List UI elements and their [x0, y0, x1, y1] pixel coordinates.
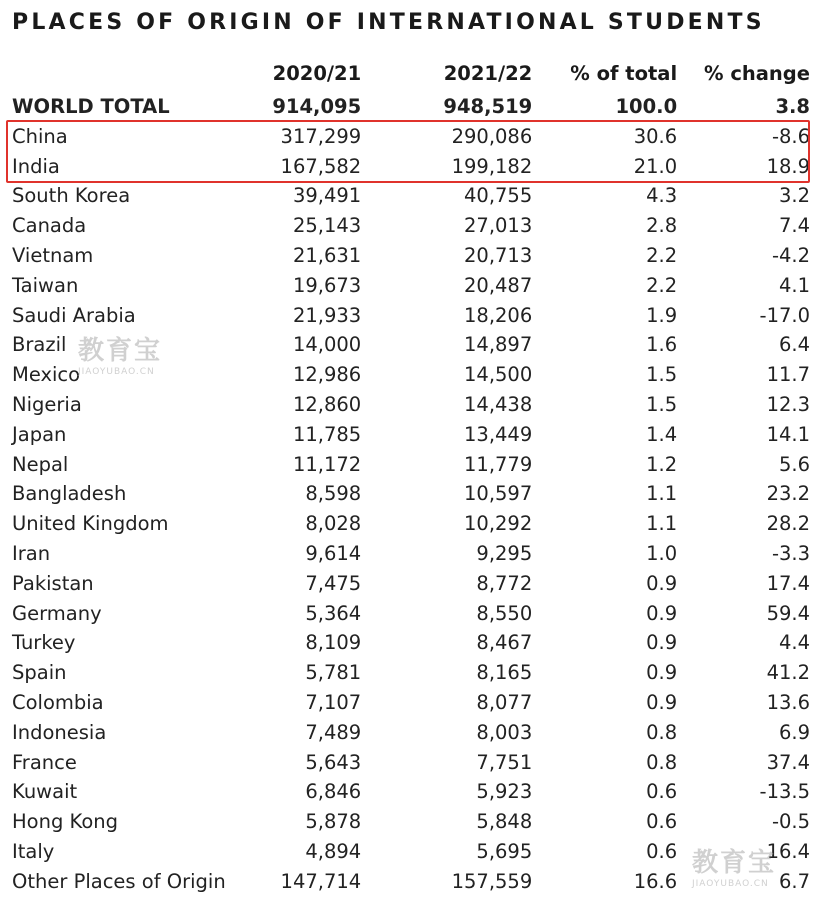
row-name: Canada	[12, 214, 87, 238]
cell-pct-change: 23.2	[766, 482, 810, 506]
table-row	[12, 181, 810, 211]
table-row	[12, 867, 810, 897]
table-row	[12, 122, 810, 152]
cell-pct-total: 21.0	[633, 154, 678, 178]
row-name: Mexico	[12, 363, 81, 387]
row-name: Turkey	[12, 631, 76, 655]
watermark: 教育宝 JIAOYUBAO.CN	[692, 848, 777, 889]
cell-pct-change: -3.3	[771, 541, 810, 565]
cell-pct-total: 0.6	[646, 810, 678, 834]
cell-2020-21: 5,878	[305, 810, 362, 834]
cell-2021-22: 20,713	[464, 243, 533, 267]
cell-pct-total: 2.2	[646, 243, 678, 267]
cell-pct-total: 1.4	[646, 422, 678, 446]
cell-2020-21: 6,846	[305, 780, 362, 804]
cell-pct-change: -0.5	[771, 810, 810, 834]
total-2020-21: 914,095	[272, 95, 362, 118]
cell-pct-total: 0.9	[646, 601, 678, 625]
table-row	[12, 241, 810, 271]
cell-pct-total: 1.5	[646, 363, 678, 387]
cell-2020-21: 5,364	[305, 601, 362, 625]
cell-2020-21: 21,631	[292, 243, 362, 267]
cell-pct-change: 6.9	[778, 720, 810, 744]
cell-2020-21: 8,109	[305, 631, 362, 655]
cell-pct-change: 5.6	[778, 452, 810, 476]
cell-2020-21: 8,598	[305, 482, 362, 506]
row-name: Japan	[12, 422, 67, 446]
table-row	[12, 390, 810, 420]
row-name: Taiwan	[12, 273, 79, 297]
row-name: South Korea	[12, 184, 131, 208]
cell-2020-21: 12,986	[292, 363, 362, 387]
cell-2020-21: 11,785	[292, 422, 362, 446]
cell-2021-22: 10,597	[464, 482, 533, 506]
cell-pct-total: 0.8	[646, 750, 678, 774]
cell-2020-21: 167,582	[280, 154, 362, 178]
cell-pct-change: 4.1	[778, 273, 810, 297]
total-2021-22: 948,519	[443, 95, 533, 118]
table-row	[12, 777, 810, 807]
row-name: Vietnam	[12, 243, 94, 267]
cell-2021-22: 9,295	[476, 541, 533, 565]
table-row	[12, 688, 810, 718]
cell-pct-change: -8.6	[771, 124, 810, 148]
cell-2020-21: 19,673	[292, 273, 362, 297]
row-name: Kuwait	[12, 780, 78, 804]
row-name: China	[12, 124, 68, 148]
row-name: Germany	[12, 601, 102, 625]
row-name: Indonesia	[12, 720, 107, 744]
cell-pct-change: -17.0	[759, 303, 810, 327]
cell-pct-change: 11.7	[766, 363, 810, 387]
table-row	[12, 479, 810, 509]
row-name: Hong Kong	[12, 810, 119, 834]
cell-2021-22: 13,449	[464, 422, 533, 446]
cell-2020-21: 7,475	[305, 571, 362, 595]
table-row	[12, 599, 810, 629]
cell-pct-total: 0.6	[646, 839, 678, 863]
row-name: Iran	[12, 541, 51, 565]
row-name: Brazil	[12, 333, 67, 357]
cell-2021-22: 14,438	[464, 392, 533, 416]
cell-2021-22: 8,550	[476, 601, 533, 625]
cell-pct-total: 1.9	[646, 303, 678, 327]
cell-pct-total: 1.6	[646, 333, 678, 357]
cell-2021-22: 8,772	[476, 571, 533, 595]
row-name: Other Places of Origin	[12, 869, 226, 893]
cell-pct-change: 14.1	[766, 422, 810, 446]
cell-pct-total: 0.9	[646, 631, 678, 655]
cell-pct-total: 1.1	[646, 482, 678, 506]
cell-pct-total: 0.6	[646, 780, 678, 804]
cell-2021-22: 5,848	[476, 810, 533, 834]
cell-pct-total: 30.6	[633, 124, 678, 148]
row-name: Saudi Arabia	[12, 303, 136, 327]
cell-pct-change: -4.2	[771, 243, 810, 267]
cell-pct-change: 41.2	[766, 661, 810, 685]
table-row	[12, 628, 810, 658]
cell-pct-change: -13.5	[759, 780, 810, 804]
cell-2020-21: 8,028	[305, 512, 362, 536]
cell-2021-22: 157,559	[451, 869, 533, 893]
cell-pct-change: 37.4	[766, 750, 810, 774]
row-name: Spain	[12, 661, 67, 685]
students-table	[12, 56, 810, 897]
cell-2021-22: 11,779	[464, 452, 533, 476]
cell-pct-change: 12.3	[766, 392, 810, 416]
row-name: Nigeria	[12, 392, 82, 416]
world-total-row	[12, 92, 810, 122]
row-name: India	[12, 154, 60, 178]
total-pct-total: 100.0	[615, 95, 678, 118]
table-row	[12, 420, 810, 450]
cell-2021-22: 14,897	[464, 333, 533, 357]
cell-2021-22: 7,751	[476, 750, 533, 774]
table-row	[12, 807, 810, 837]
table-row	[12, 509, 810, 539]
cell-2021-22: 5,695	[476, 839, 533, 863]
table-row	[12, 718, 810, 748]
cell-2020-21: 39,491	[292, 184, 362, 208]
column-header-2020-21: 2020/21	[272, 62, 362, 86]
cell-pct-change: 4.4	[778, 631, 810, 655]
table-title: PLACES OF ORIGIN OF INTERNATIONAL STUDENTS	[12, 10, 765, 35]
cell-pct-total: 1.1	[646, 512, 678, 536]
cell-2021-22: 14,500	[464, 363, 533, 387]
cell-pct-change: 13.6	[766, 690, 810, 714]
table-row	[12, 837, 810, 867]
column-header-2021-22: 2021/22	[443, 62, 533, 86]
cell-2021-22: 40,755	[464, 184, 533, 208]
cell-pct-change: 3.2	[778, 184, 810, 208]
watermark: 教育宝 JIAOYUBAO.CN	[78, 336, 163, 377]
row-name: Colombia	[12, 690, 104, 714]
cell-2020-21: 317,299	[280, 124, 362, 148]
cell-pct-total: 16.6	[633, 869, 678, 893]
cell-pct-total: 2.2	[646, 273, 678, 297]
cell-2020-21: 147,714	[280, 869, 362, 893]
cell-pct-change: 28.2	[766, 512, 810, 536]
cell-pct-total: 1.0	[646, 541, 678, 565]
table-row	[12, 330, 810, 360]
table-row	[12, 658, 810, 688]
cell-pct-total: 0.8	[646, 720, 678, 744]
cell-2021-22: 8,077	[476, 690, 533, 714]
row-name: United Kingdom	[12, 512, 169, 536]
cell-pct-change: 18.9	[766, 154, 810, 178]
cell-pct-change: 6.4	[778, 333, 810, 357]
cell-2020-21: 9,614	[305, 541, 362, 565]
cell-2021-22: 18,206	[464, 303, 533, 327]
cell-pct-change: 17.4	[766, 571, 810, 595]
row-name: Italy	[12, 839, 55, 863]
cell-2021-22: 8,165	[476, 661, 533, 685]
row-name: France	[12, 750, 77, 774]
table-row	[12, 271, 810, 301]
cell-2020-21: 5,643	[305, 750, 362, 774]
header-row	[12, 56, 810, 92]
cell-2020-21: 14,000	[292, 333, 362, 357]
cell-2021-22: 199,182	[451, 154, 533, 178]
cell-2021-22: 27,013	[464, 214, 533, 238]
cell-2021-22: 10,292	[464, 512, 533, 536]
table-row	[12, 748, 810, 778]
table-row	[12, 450, 810, 480]
cell-2021-22: 8,467	[476, 631, 533, 655]
cell-pct-total: 0.9	[646, 690, 678, 714]
table-row	[12, 301, 810, 331]
cell-pct-total: 1.2	[646, 452, 678, 476]
cell-pct-total: 0.9	[646, 661, 678, 685]
cell-2020-21: 25,143	[292, 214, 362, 238]
cell-pct-total: 2.8	[646, 214, 678, 238]
row-name: Bangladesh	[12, 482, 127, 506]
cell-pct-change: 6.7	[778, 869, 810, 893]
cell-2020-21: 5,781	[305, 661, 362, 685]
table-row	[12, 152, 810, 182]
row-name: Nepal	[12, 452, 69, 476]
row-name: Pakistan	[12, 571, 94, 595]
cell-pct-total: 1.5	[646, 392, 678, 416]
table-row	[12, 569, 810, 599]
total-name: WORLD TOTAL	[12, 95, 170, 118]
cell-2021-22: 8,003	[476, 720, 533, 744]
cell-2020-21: 11,172	[292, 452, 362, 476]
cell-2021-22: 5,923	[476, 780, 533, 804]
table-row	[12, 211, 810, 241]
table-row	[12, 360, 810, 390]
cell-2021-22: 290,086	[451, 124, 533, 148]
column-header-name	[12, 56, 208, 92]
cell-pct-change: 59.4	[766, 601, 810, 625]
cell-2021-22: 20,487	[464, 273, 533, 297]
column-header-pct-total: % of total	[570, 62, 678, 86]
cell-2020-21: 21,933	[292, 303, 362, 327]
total-pct-change: 3.8	[775, 95, 810, 118]
cell-pct-total: 0.9	[646, 571, 678, 595]
cell-pct-total: 4.3	[646, 184, 678, 208]
cell-2020-21: 12,860	[292, 392, 362, 416]
cell-2020-21: 7,489	[305, 720, 362, 744]
cell-2020-21: 7,107	[305, 690, 362, 714]
column-header-pct-change: % change	[704, 62, 810, 86]
table-row	[12, 539, 810, 569]
cell-2020-21: 4,894	[305, 839, 362, 863]
cell-pct-change: 16.4	[766, 839, 810, 863]
cell-pct-change: 7.4	[778, 214, 810, 238]
